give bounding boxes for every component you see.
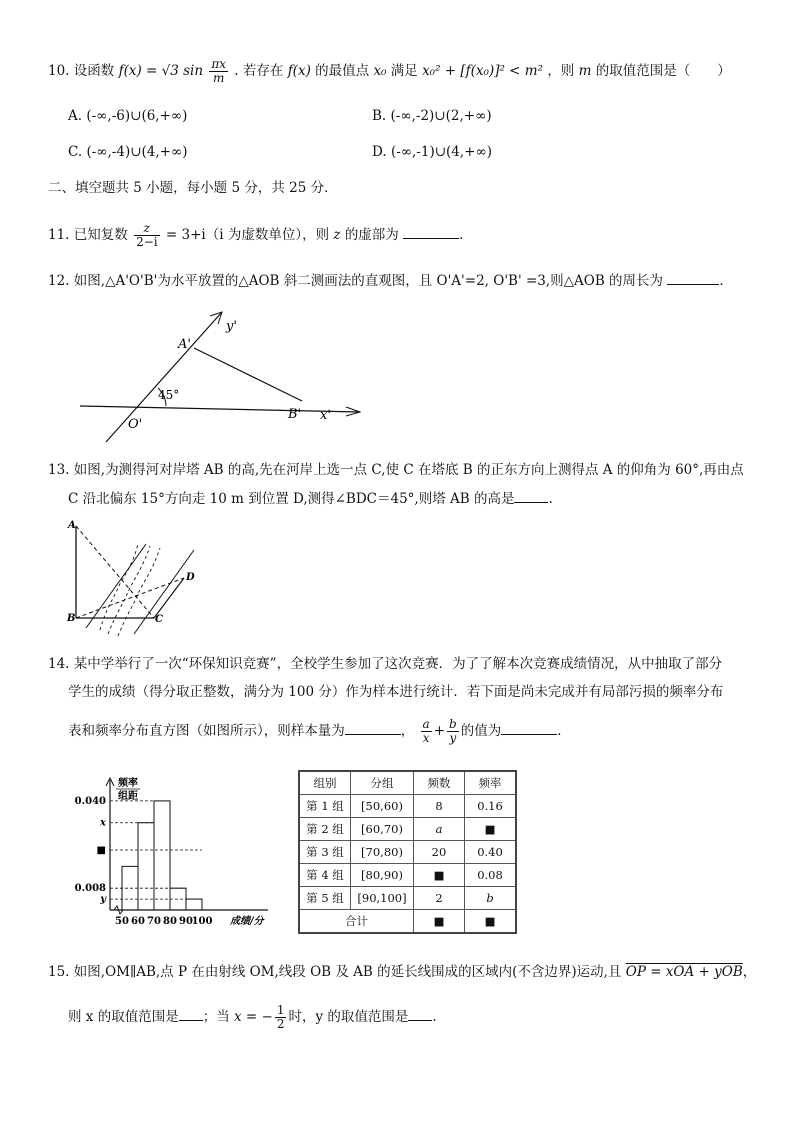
river-wave-3 [118, 548, 160, 636]
table-row: 第 3 组 [70,80) 20 0.40 [299, 841, 516, 864]
fraction: $\frac{1}{2}$ [276, 1003, 285, 1031]
question-14-line2: 学生的成绩（得分取正整数，满分为 100 分）作为样本进行统计．若下面是尚未完成并有局部污损的频率分布 [68, 684, 724, 700]
question-11: 11. 已知复数 $\frac{z}{2-i}$ = 3+i（i 为虚数单位），则 z 的虚部为 ． [48, 221, 473, 249]
question-13-line1: 13. 如图,为测得河对岸塔 AB 的高,先在河岸上选一点 C,使 C 在塔底 B 的正东方向上测得点 A 的仰角为 60°,再由点 [48, 462, 744, 478]
answer-blank[interactable] [345, 720, 401, 735]
svg-text:x': x' [320, 408, 331, 423]
table-total-row: 合计 ■ ■ [299, 910, 516, 934]
svg-text:C: C [155, 614, 163, 625]
question-13-line2: C 沿北偏东 15°方向走 10 m 到位置 D,测得∠BDC＝45°,则塔 AB 的高是 . [68, 488, 553, 509]
option-d[interactable]: D. (-∞,-1)∪(4,+∞) [372, 144, 493, 160]
x-tick-label: 90 [179, 916, 193, 927]
x-tick-label: 70 [147, 916, 161, 927]
question-14-line1: 14. 某中学举行了一次“环保知识竞赛”，全校学生参加了这次竞赛．为了了解本次竞赛成绩情况，从中抽取了部分 [48, 656, 723, 672]
option-a[interactable]: A. (-∞,-6)∪(6,+∞) [68, 108, 188, 124]
y-tick-label: ■ [96, 845, 106, 856]
y-tick-label: 0.008 [74, 883, 106, 895]
svg-text:A': A' [178, 337, 191, 352]
x-tick-label: 50 [115, 916, 129, 927]
frequency-table [298, 770, 517, 934]
svg-text:45°: 45° [158, 388, 180, 402]
table-header-row: 组别 分组 频数 频率 [299, 771, 516, 795]
histogram-bar [138, 823, 154, 910]
x-tick-label: 80 [163, 916, 177, 927]
x-tick-label: 60 [131, 916, 145, 927]
question-14-line3: 表和频率分布直方图（如图所示），则样本量为 ， $\frac{a}{x}$ + $\frac{b}{y}$ 的值为 ． [68, 717, 571, 745]
y-tick-label: x [100, 817, 106, 829]
svg-text:y': y' [226, 319, 237, 334]
fraction: $\frac{a}{x}$ [422, 717, 430, 745]
y-tick-label: y [100, 894, 106, 906]
frequency-histogram [70, 772, 282, 932]
answer-blank[interactable] [403, 224, 459, 239]
fraction: $\frac{b}{y}$ [449, 717, 457, 745]
svg-text:B: B [67, 613, 76, 624]
question-15-line1: 15. 如图,OM∥AB,点 P 在由射线 OM,线段 OB 及 AB 的延长线围成的区域内(不含边界)运动,且 OP = xOA + yOB， [48, 964, 757, 980]
y-axis [106, 312, 222, 442]
svg-text:A: A [68, 520, 76, 531]
svg-text:频率: 频率 [118, 778, 138, 789]
x-axis [80, 406, 360, 412]
table-row: 第 4 组 [80,90) ■ 0.08 [299, 864, 516, 887]
svg-text:O': O' [128, 417, 143, 432]
answer-blank[interactable] [408, 1006, 432, 1021]
answer-blank[interactable] [179, 1006, 203, 1021]
svg-text:成绩/分: 成绩/分 [230, 916, 264, 927]
svg-text:组距: 组距 [118, 791, 138, 802]
histogram-bar [154, 801, 170, 910]
option-b[interactable]: B. (-∞,-2)∪(2,+∞) [372, 108, 492, 124]
answer-blank[interactable] [501, 720, 557, 735]
segment-BD [76, 578, 184, 618]
table-row: 第 5 组 [90,100] 2 b [299, 887, 516, 910]
question-10: 10. 设函数 f(x) = √3 sin $\frac{\pi x}{m}$ . 若存在 f(x) 的最值点 x₀ 满足 x₀² + [f(x₀)]² < m² ，则 m 的取值范围是（ ） [48, 57, 731, 85]
river-wave-1 [100, 544, 138, 630]
fraction: $\frac{z}{2-i}$ [136, 221, 158, 249]
answer-blank[interactable] [514, 488, 548, 503]
question-15-line2: 则 x 的取值范围是 ；当 x = − $\frac{1}{2}$ 时，y 的取值范围是 . [68, 1003, 437, 1031]
svg-text:B': B' [288, 407, 302, 422]
section-title: 二、填空题共 5 小题，每小题 5 分，共 25 分． [48, 180, 338, 196]
question-12: 12. 如图,△A'O'B'为水平放置的△AOB 斜二测画法的直观图，且 O'A'=2, O'B' =3,则△AOB 的周长为 ． [48, 270, 733, 291]
option-c[interactable]: C. (-∞,-4)∪(4,+∞) [68, 144, 188, 160]
answer-blank[interactable] [667, 270, 719, 285]
table-row: 第 1 组 [50,60) 8 0.16 [299, 795, 516, 818]
fraction: $\frac{\pi x}{m}$ [211, 57, 226, 85]
svg-text:D: D [186, 572, 195, 583]
segment-AB [194, 348, 302, 401]
y-tick-label: 0.040 [74, 795, 106, 807]
histogram-bar [186, 899, 202, 910]
x-tick-label: 100 [191, 916, 213, 927]
oblique-projection-figure [70, 304, 370, 444]
segment-AC [76, 526, 154, 618]
table-row: 第 2 组 [60,70) a ■ [299, 818, 516, 841]
tower-figure [66, 518, 206, 642]
